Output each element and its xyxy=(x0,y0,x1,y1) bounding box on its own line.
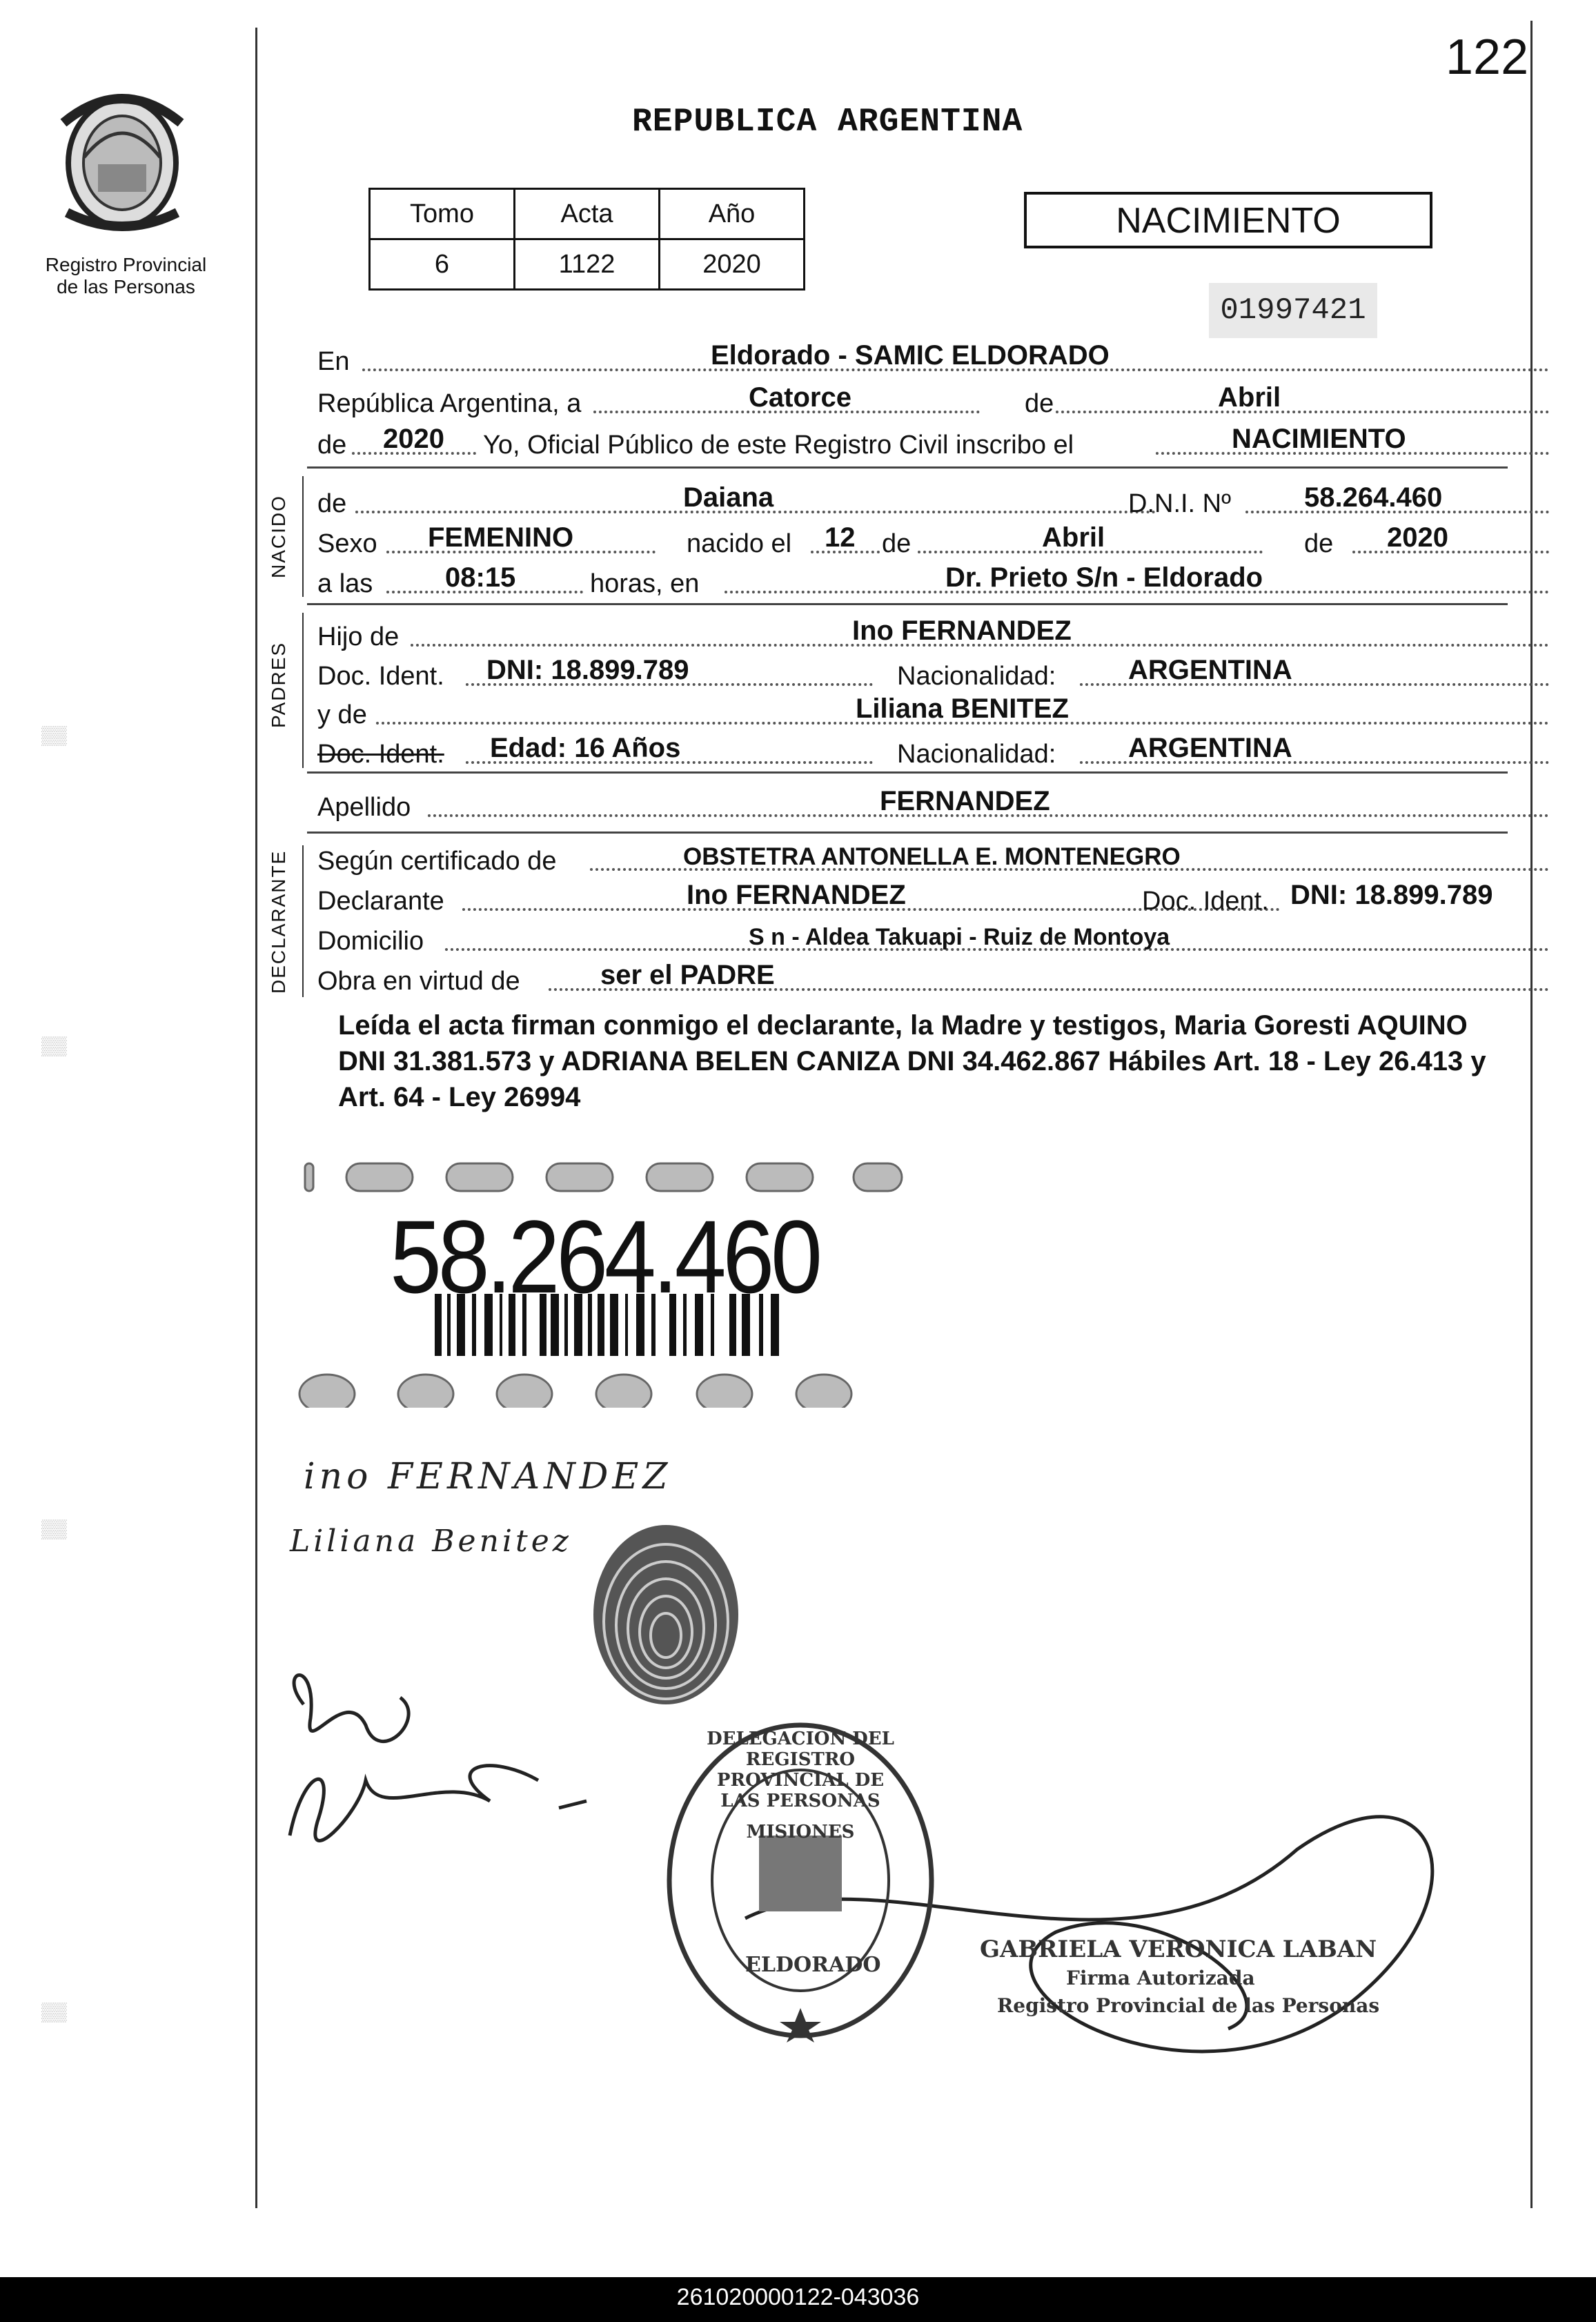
label-de: de xyxy=(317,489,347,518)
label-alas: a las xyxy=(317,569,373,598)
row-declarante xyxy=(317,880,1508,919)
value-place: Eldorado - SAMIC ELDORADO xyxy=(711,340,1110,371)
value-apellido: FERNANDEZ xyxy=(880,786,1050,816)
record-table xyxy=(368,188,805,291)
label-apellido: Apellido xyxy=(317,793,411,822)
label-yde: y de xyxy=(317,700,367,729)
value-month: Abril xyxy=(1218,382,1281,413)
row-obra xyxy=(317,961,1508,999)
label-nacionalidad: Nacionalidad: xyxy=(897,662,1056,691)
signatory-org: Registro Provincial de las Personas xyxy=(997,1994,1380,2017)
dotted-line xyxy=(1056,411,1549,413)
handwritten-mother-name: Liliana Benitez xyxy=(290,1524,572,1559)
value-certificado: OBSTETRA ANTONELLA E. MONTENEGRO xyxy=(683,843,1181,870)
section-divider xyxy=(307,603,1508,605)
row-domicilio xyxy=(317,921,1508,959)
value-tomo: 6 xyxy=(370,239,515,290)
value-mother-nat: ARGENTINA xyxy=(1128,733,1292,763)
margin-artifact: ▒▒ xyxy=(41,1518,67,1539)
value-sexo: FEMENINO xyxy=(428,522,574,553)
row-nacido-name xyxy=(317,483,1508,522)
header-ano: Año xyxy=(660,189,805,239)
registry-caption xyxy=(28,254,224,298)
right-margin-line xyxy=(1530,21,1533,2208)
signatory-name: GABRIELA VERONICA LABAN xyxy=(980,1936,1377,1963)
label-sexo: Sexo xyxy=(317,529,377,558)
row-certificado xyxy=(317,840,1508,879)
page-number: 122 xyxy=(1446,30,1529,85)
row-ydes xyxy=(317,694,1508,733)
value-year: 2020 xyxy=(383,424,444,454)
label-domicilio: Domicilio xyxy=(317,927,424,956)
section-divider xyxy=(307,771,1508,774)
barcode-number: 58.264.460 xyxy=(390,1199,819,1315)
dotted-line xyxy=(1352,551,1549,553)
label-dni: D.N.I. Nº xyxy=(1128,489,1231,518)
label-de: de xyxy=(317,431,347,460)
value-domicilio: S n - Aldea Takuapi - Ruiz de Montoya xyxy=(749,924,1170,950)
value-act: NACIMIENTO xyxy=(1232,424,1406,454)
label-de: de xyxy=(882,529,912,558)
value-declarante: Ino FERNANDEZ xyxy=(687,880,906,910)
label-obra: Obra en virtud de xyxy=(317,967,520,996)
value-birth-year: 2020 xyxy=(1387,522,1448,553)
value-father-doc: DNI: 18.899.789 xyxy=(486,655,689,685)
closing-statement: Leída el acta firman conmigo el declarante, la Madre y testigos, Maria Goresti AQUINO DNI 31.381.573 y ADRIANA BELEN CANIZA DNI 34.462.867 Hábiles Art. 18 - Ley 26.413 y Art. 64 - Ley 26994 xyxy=(338,1010,1486,1112)
label-nacionalidad: Nacionalidad: xyxy=(897,740,1056,769)
value-father: Ino FERNANDEZ xyxy=(852,616,1072,646)
row-mother-doc xyxy=(317,734,1508,772)
row-hora xyxy=(317,563,1508,602)
value-birth-day: 12 xyxy=(825,522,856,553)
value-birth-month: Abril xyxy=(1042,522,1105,553)
label-hijo: Hijo de xyxy=(317,622,400,651)
section-bracket xyxy=(302,476,304,597)
row-republica xyxy=(317,383,1508,422)
section-divider xyxy=(307,466,1508,469)
value-day: Catorce xyxy=(749,382,851,413)
label-republica: República Argentina, a xyxy=(317,389,582,418)
stamp-ring-text: DELEGACION DEL REGISTRO PROVINCIAL DE LAS PERSONAS xyxy=(707,1729,894,1811)
row-year xyxy=(317,424,1508,463)
footer-code: 261020000122-043036 xyxy=(676,2284,920,2310)
stamp-inner-text: ELDORADO xyxy=(745,1953,881,1977)
label-horas: horas, en xyxy=(590,569,700,598)
label-yo: Yo, Oficial Público de este Registro Civil inscribo el xyxy=(483,431,1074,460)
section-bracket xyxy=(302,613,304,768)
section-bracket xyxy=(302,845,304,997)
value-child-name: Daiana xyxy=(683,482,774,513)
value-ano: 2020 xyxy=(660,239,805,290)
serial-number: 01997421 xyxy=(1209,283,1377,338)
row-apellido xyxy=(317,787,1508,825)
row-sexo xyxy=(317,523,1508,562)
left-margin-line xyxy=(255,28,257,2208)
label-doc: Doc. Ident. xyxy=(1142,887,1269,916)
value-father-nat: ARGENTINA xyxy=(1128,655,1292,685)
section-label-padres: PADRES xyxy=(268,641,289,728)
section-label-nacido: NACIDO xyxy=(268,495,289,578)
label-en: En xyxy=(317,347,350,376)
value-mother-doc: Edad: 16 Años xyxy=(490,733,681,763)
value-time: 08:15 xyxy=(445,562,516,593)
margin-artifact: ▒▒ xyxy=(41,1035,67,1056)
value-mother: Liliana BENITEZ xyxy=(856,693,1069,724)
signatory-role: Firma Autorizada xyxy=(1066,1967,1255,1989)
caption-line-1: Registro Provincial xyxy=(45,254,207,275)
registry-logo xyxy=(43,81,201,240)
caption-line-2: de las Personas xyxy=(57,276,195,297)
label-doc: Doc. Ident. xyxy=(317,662,444,691)
label-nacido: nacido el xyxy=(687,529,792,558)
handwritten-declarant-name: ino FERNANDEZ xyxy=(304,1456,672,1497)
seal-icon xyxy=(43,81,201,240)
value-child-dni: 58.264.460 xyxy=(1304,482,1443,513)
margin-artifact: ▒▒ xyxy=(41,2001,67,2022)
value-declarante-doc: DNI: 18.899.789 xyxy=(1290,880,1493,910)
header-acta: Acta xyxy=(515,189,660,239)
document-title: REPUBLICA ARGENTINA xyxy=(632,104,1023,141)
label-de: de xyxy=(1304,529,1334,558)
label-declarante: Declarante xyxy=(317,887,444,916)
row-en xyxy=(317,341,1508,380)
row-father-doc xyxy=(317,656,1508,694)
label-doc-struck: Doc. Ident. xyxy=(317,740,444,769)
record-type-box: NACIMIENTO xyxy=(1024,192,1432,248)
label-de: de xyxy=(1025,389,1054,418)
label-certificado: Según certificado de xyxy=(317,847,557,876)
value-acta: 1122 xyxy=(515,239,660,290)
section-label-declarante: DECLARANTE xyxy=(268,849,289,994)
row-hijo xyxy=(317,616,1508,655)
margin-artifact: ▒▒ xyxy=(41,725,67,745)
header-tomo: Tomo xyxy=(370,189,515,239)
value-obra: ser el PADRE xyxy=(600,960,775,990)
value-birth-place: Dr. Prieto S/n - Eldorado xyxy=(945,562,1263,593)
section-divider xyxy=(307,832,1508,834)
stamp-inner-sub: MISIONES xyxy=(746,1822,855,1842)
